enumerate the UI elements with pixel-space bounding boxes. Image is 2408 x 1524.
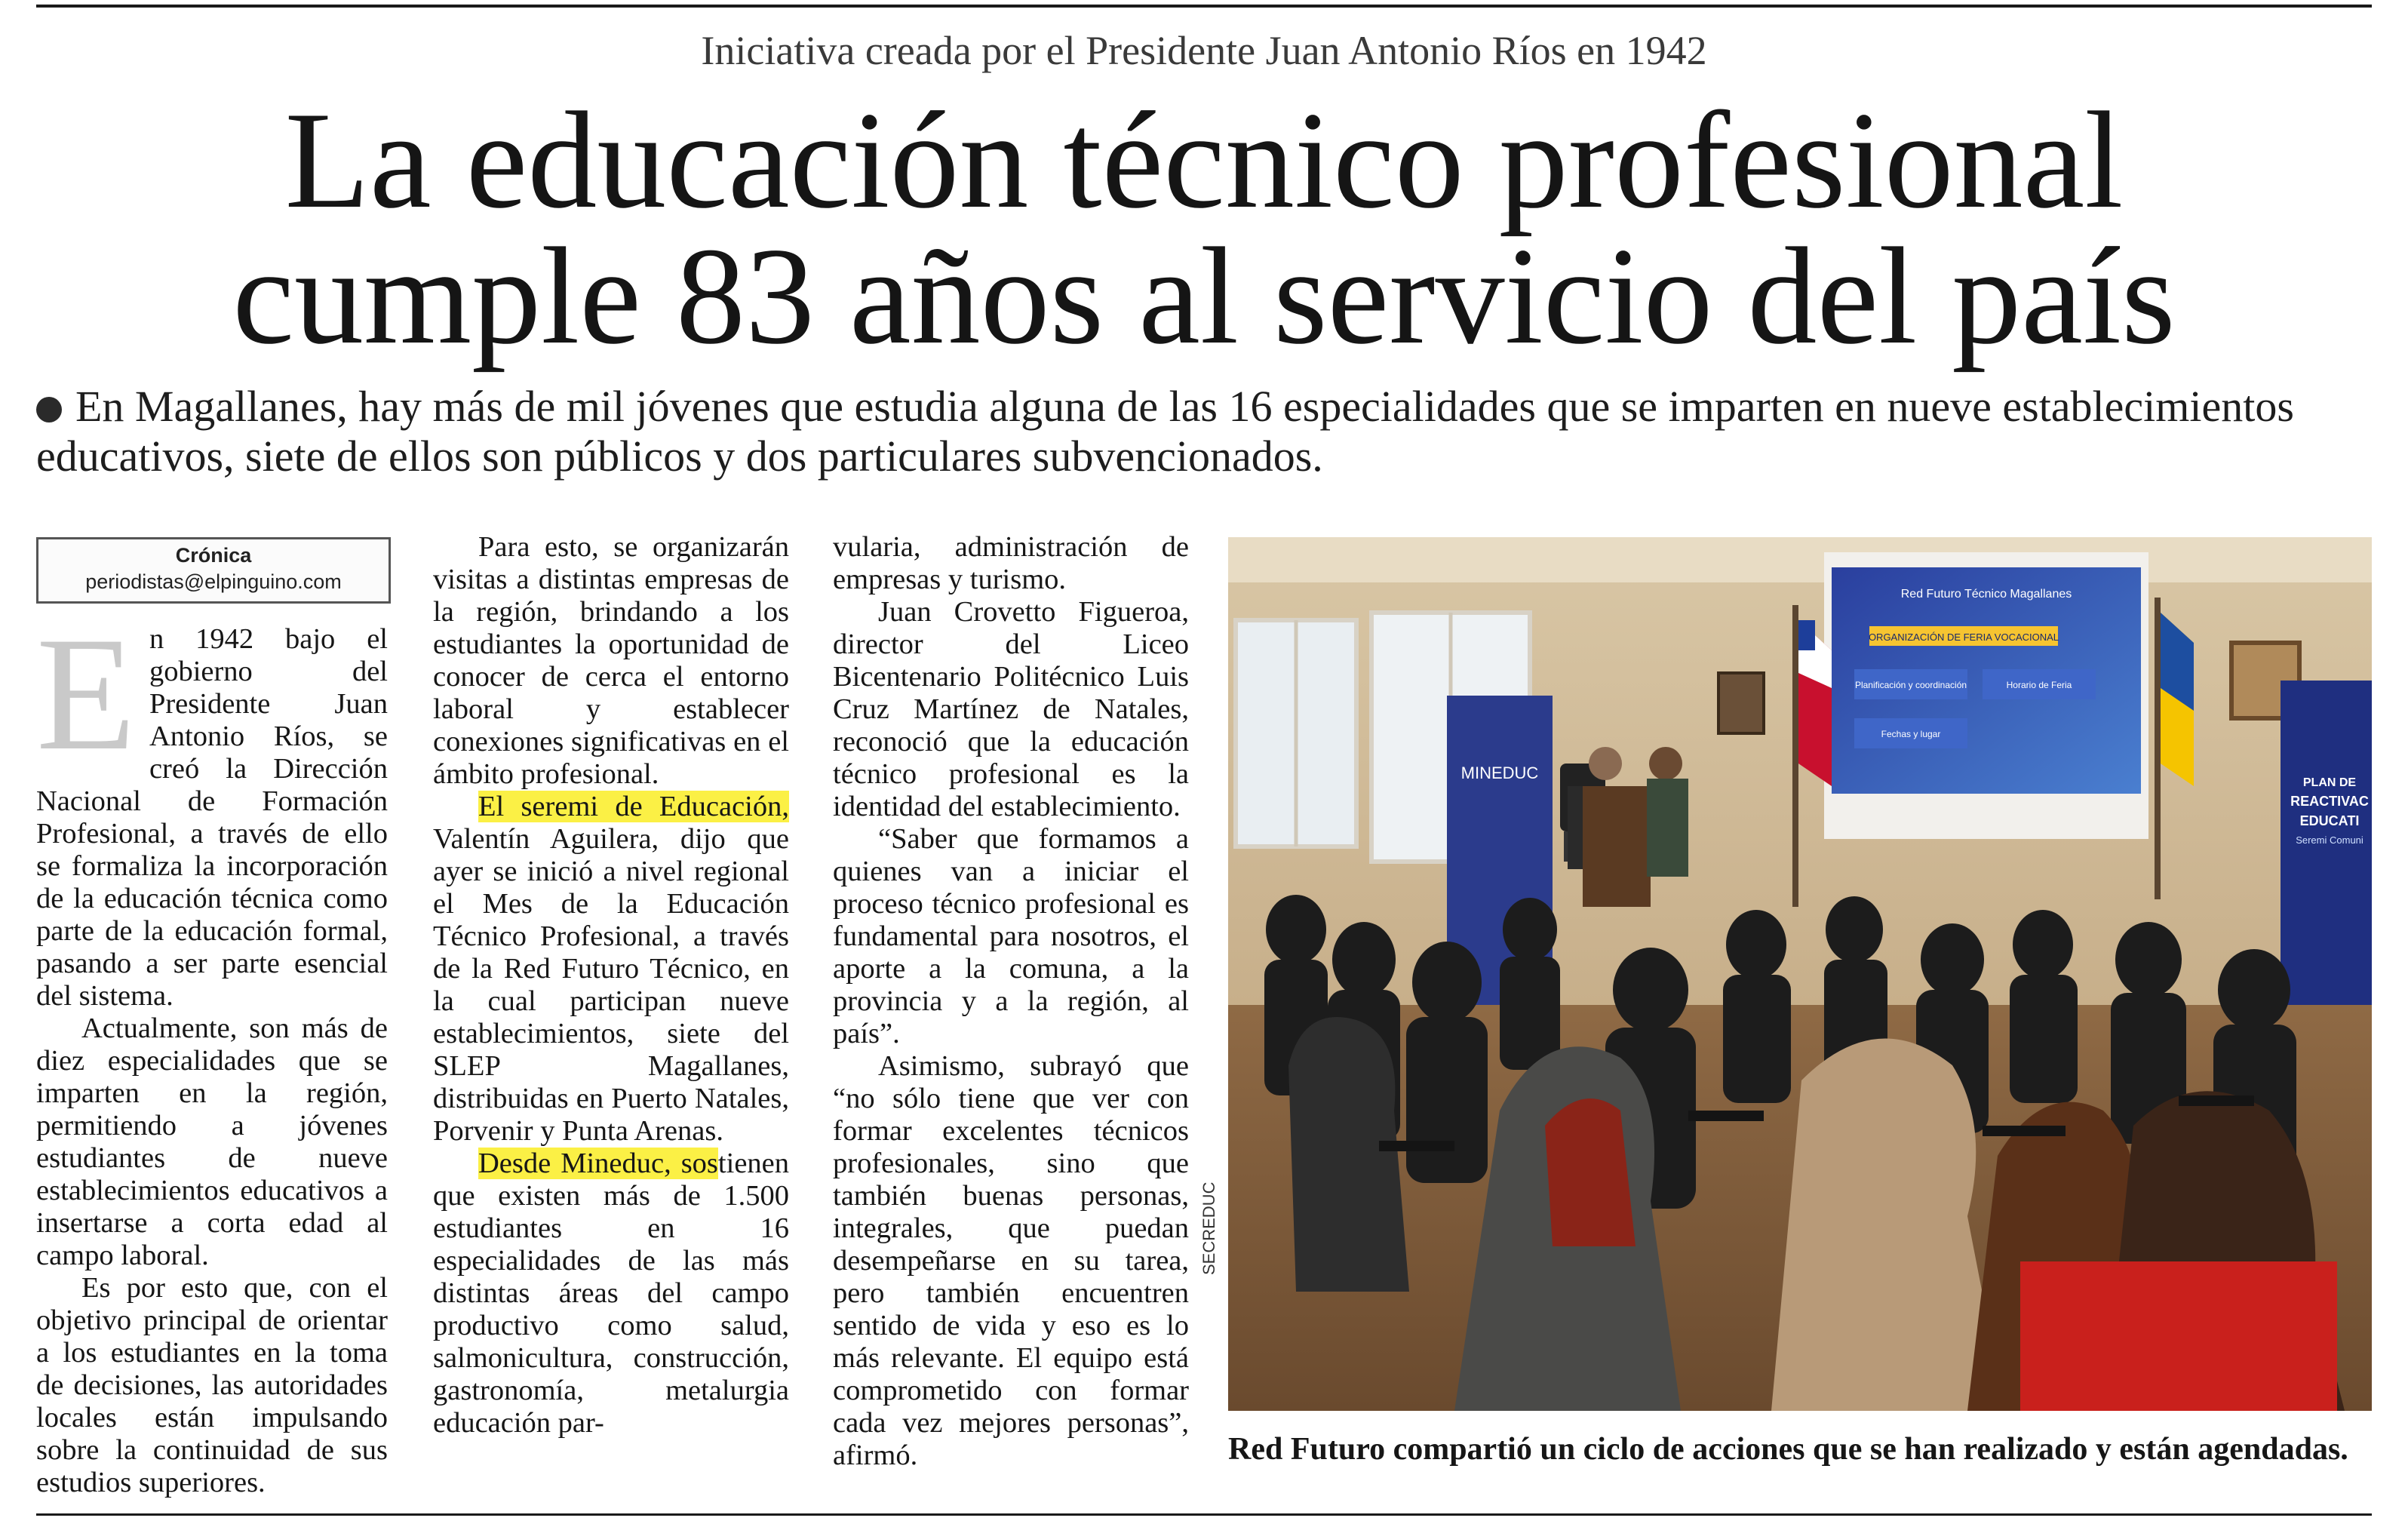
top-rule bbox=[36, 5, 2372, 8]
highlighted-text: El seremi de Educación, bbox=[478, 791, 789, 822]
screen-item: Planificación y coordinación bbox=[1854, 680, 1967, 690]
banner-mineduc: MINEDUC bbox=[1460, 764, 1539, 782]
article-column-1 bbox=[36, 604, 388, 1499]
banner-line: EDUCATI bbox=[2299, 813, 2360, 828]
paragraph: Para esto, se organizarán visitas a distintas empresas de la región, brindando a los estudiantes la oportunidad de conocer de cerca el entorno laboral y establecer conexiones significativas en el ámbito profesional. bbox=[433, 531, 789, 790]
byline-section: Crónica bbox=[175, 544, 252, 567]
screen-subtitle: ORGANIZACIÓN DE FERIA VOCACIONAL bbox=[1868, 631, 2059, 643]
headline-line-1: La educación técnico profesional bbox=[284, 83, 2124, 237]
byline-box bbox=[36, 537, 391, 604]
paragraph: El seremi de Educación, Valentín Aguilera, dijo que ayer se inició a nivel regional el Mes de la Educación Técnico Profesional, a través de la Red Futuro Técnico, en la cual participan nueve establecimientos, siete del SLEP Magallanes, distribuidas en Puerto Natales, Porvenir y Punta Arenas. bbox=[433, 791, 789, 1147]
highlighted-text: Desde Mineduc, sos bbox=[478, 1148, 718, 1179]
paragraph: En 1942 bajo el gobierno del Presidente Juan Antonio Ríos, se creó la Dirección Nacional de Formación Profesional, a través de ello se formaliza la incorporación de la educación técnica como parte de la educación formal, pasando a ser parte esencial del sistema. bbox=[36, 604, 388, 1012]
paragraph: Es por esto que, con el objetivo principal de orientar a los estudiantes en la toma de decisiones, las autoridades locales están impulsando sobre la continuidad de sus estudios superiores. bbox=[36, 1272, 388, 1498]
article-column-2 bbox=[433, 531, 789, 1440]
screen-item: Horario de Feria bbox=[2006, 680, 2072, 690]
article-lead bbox=[36, 382, 2372, 481]
headline-line-2: cumple 83 años al servicio del país bbox=[232, 219, 2176, 373]
photo-caption: Red Futuro compartió un ciclo de acciones que se han realizado y están agendadas. bbox=[1228, 1432, 2348, 1467]
lead-text: En Magallanes, hay más de mil jóvenes que estudia alguna de las 16 especialidades que se imparten en nueve establecimientos educativos, siete de ellos son públicos y dos particulares subvencionados. bbox=[36, 382, 2294, 481]
paragraph: “Saber que formamos a quienes van a iniciar el proceso técnico profesional es fundamental para nosotros, el aporte a la comuna, a la provincia y a la región, al país”. bbox=[833, 823, 1189, 1049]
banner-line: Seremi Comuni bbox=[2296, 834, 2363, 846]
photo-credit: SECREDUC bbox=[1199, 1181, 1218, 1275]
article-kicker: Iniciativa creada por el Presidente Juan Antonio Ríos en 1942 bbox=[701, 28, 1707, 73]
bottom-rule bbox=[36, 1513, 2372, 1516]
paragraph: vularia, administración de empresas y turismo. bbox=[833, 531, 1189, 595]
paragraph: Juan Crovetto Figueroa, director del Liceo Bicentenario Politécnico Luis Cruz Martínez de Natales, reconoció que la educación técnico profesional es la identidad del establecimiento. bbox=[833, 596, 1189, 822]
screen-item: Fechas y lugar bbox=[1881, 729, 1941, 739]
article-photo bbox=[1228, 537, 2372, 1411]
bullet-icon bbox=[36, 397, 62, 422]
article-column-3 bbox=[833, 531, 1189, 1472]
drop-cap: E bbox=[36, 604, 136, 784]
paragraph: Actualmente, son más de diez especialidades que se imparten en la región, permitiendo a jóvenes estudiantes de nueve establecimientos educativos a insertarse a corta edad al campo laboral. bbox=[36, 1012, 388, 1271]
screen-title: Red Futuro Técnico Magallanes bbox=[1900, 588, 2072, 601]
banner-line: REACTIVAC bbox=[2290, 794, 2369, 809]
article-headline bbox=[0, 83, 2408, 373]
paragraph: Desde Mineduc, sostienen que existen más de 1.500 estudiantes en 16 especialidades de las más distintas áreas del campo productivo como salud, salmonicultura, construcción, gastronomía, metalurgia educación par- bbox=[433, 1148, 789, 1439]
banner-line: PLAN DE bbox=[2302, 776, 2357, 789]
byline-email[interactable]: periodistas@elpinguino.com bbox=[85, 570, 342, 593]
paragraph: Asimismo, subrayó que “no sólo tiene que ver con formar excelentes técnicos profesionales, sino que también buenas personas, integrales, que puedan desempeñarse en su tarea, pero también encuentren sentido de vida y eso es lo más relevante. El equipo está comprometido con formar cada vez mejores personas”, afirmó. bbox=[833, 1050, 1189, 1471]
